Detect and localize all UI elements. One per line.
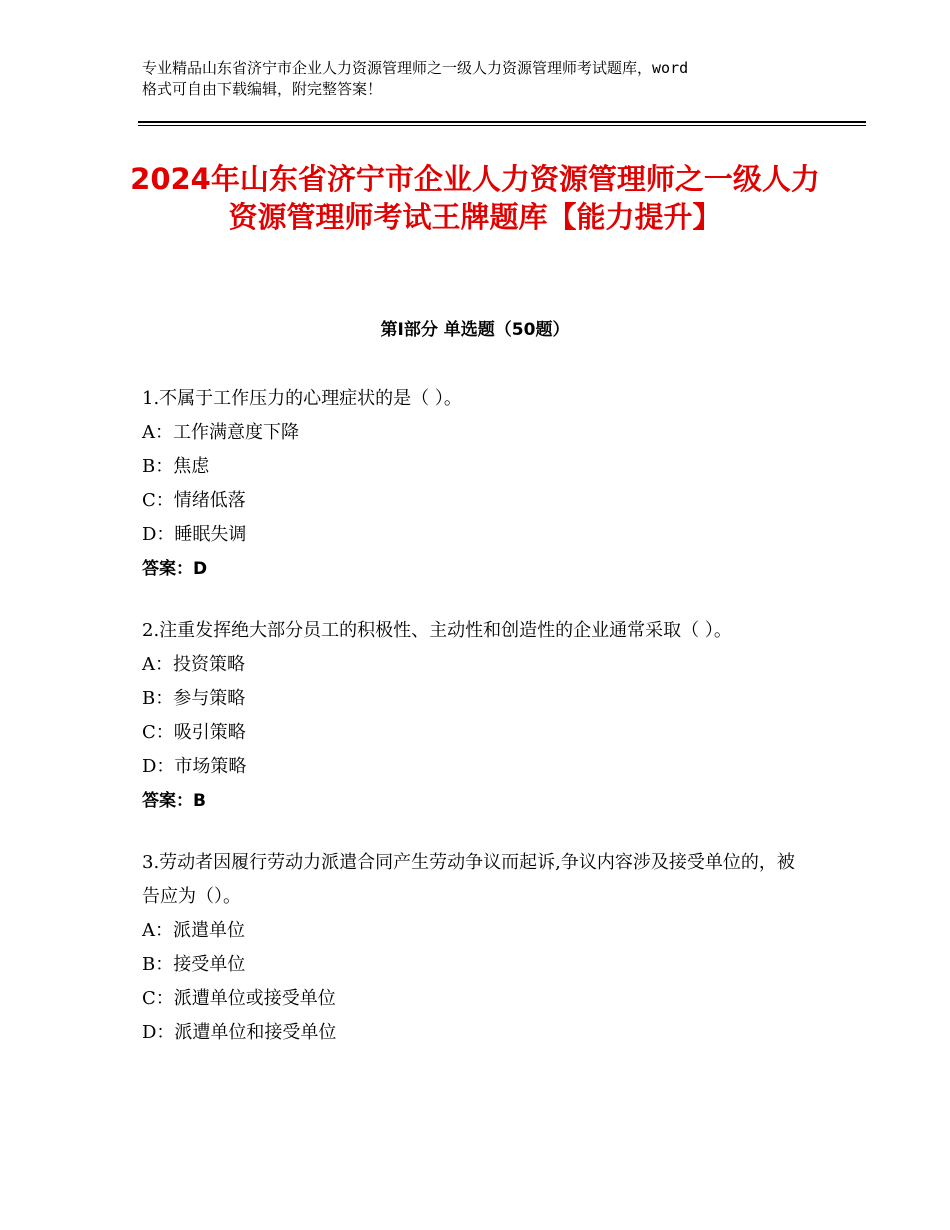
header-note-line-1: 专业精品山东省济宁市企业人力资源管理师之一级人力资源管理师考试题库，word: [142, 59, 689, 77]
question-text: 1.不属于工作压力的心理症状的是（ ）。: [142, 388, 462, 409]
option-b: B：接受单位: [142, 954, 246, 975]
option-d: D：派遭单位和接受单位: [142, 1022, 337, 1043]
option-a: A：派遣单位: [142, 920, 245, 941]
question-3: [142, 846, 812, 1050]
question-text: 3.劳动者因履行劳动力派遣合同产生劳动争议而起诉,争议内容涉及接受单位的，被告应为（）。: [142, 852, 795, 907]
question-1: [142, 382, 812, 586]
option-b: B：焦虑: [142, 456, 210, 477]
option-c: C：吸引策略: [142, 722, 246, 743]
option-c: C：派遭单位或接受单位: [142, 988, 336, 1009]
question-2: [142, 614, 812, 818]
question-text: 2.注重发挥绝大部分员工的积极性、主动性和创造性的企业通常采取（ ）。: [142, 620, 732, 641]
header-note: [142, 58, 822, 100]
section-title: 第Ⅰ部分 单选题（50题）: [380, 320, 570, 340]
document-title: 2024年山东省济宁市企业人力资源管理师之一级人力资源管理师考试王牌题库【能力提升】: [130, 162, 820, 234]
option-a: A：工作满意度下降: [142, 422, 299, 443]
header-rule-thick: [138, 121, 866, 123]
question-list: [142, 382, 812, 1078]
answer: 答案：D: [142, 559, 208, 579]
option-a: A：投资策略: [142, 654, 245, 675]
option-d: D：睡眠失调: [142, 524, 247, 545]
option-b: B：参与策略: [142, 688, 246, 709]
option-d: D：市场策略: [142, 756, 247, 777]
header-rule-thin: [138, 125, 866, 126]
answer: 答案：B: [142, 791, 206, 811]
header-note-line-2: 格式可自由下载编辑，附完整答案！: [142, 80, 383, 98]
option-c: C：情绪低落: [142, 490, 246, 511]
